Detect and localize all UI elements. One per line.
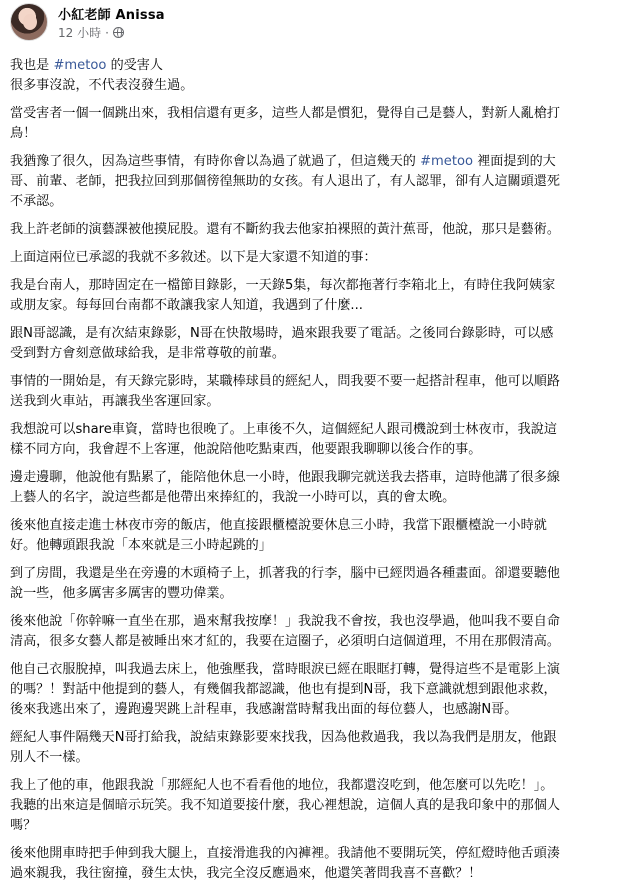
text-line — [10, 776, 624, 796]
text-segment: 他自己衣服脫掉，叫我過去床上，他強壓我，當時眼淚已經在眼眶打轉，覺得這些不是電影上演 — [10, 662, 560, 677]
text-line — [10, 632, 624, 652]
text-line — [10, 104, 624, 124]
post-paragraph — [10, 248, 624, 268]
post-paragraph — [10, 844, 624, 884]
text-segment: 清高，很多女藝人都是被睡出來才紅的，我要在這圈子，必須明白這個道理，不用在那假清高。 — [10, 634, 560, 649]
text-line — [10, 660, 624, 680]
hashtag-link[interactable]: #metoo — [420, 154, 474, 169]
text-line — [10, 324, 624, 344]
text-segment: 很多事沒說，不代表沒發生過。 — [10, 78, 194, 93]
text-line — [10, 612, 624, 632]
text-line — [10, 220, 624, 240]
post-paragraph — [10, 660, 624, 720]
text-line — [10, 680, 624, 700]
text-line — [10, 584, 624, 604]
post-paragraph — [10, 324, 624, 364]
text-segment: 上藝人的名字，說這些都是他帶出來捧紅的，我說一小時可以，真的會太晚。 — [10, 490, 456, 505]
post-paragraph — [10, 152, 624, 212]
text-segment: 跟N哥認識，是有次結束錄影，N哥在快散場時，過來跟我要了電話。之後同台錄影時，可以感 — [10, 326, 554, 341]
text-line — [10, 344, 624, 364]
meta-separator: · — [105, 25, 109, 40]
post-paragraph — [10, 776, 624, 836]
author-name[interactable]: 小紅老師 Anissa — [58, 8, 165, 23]
text-segment: 我也是 — [10, 58, 54, 73]
text-segment: 過來親我，我往窗撞，發生太快，我完全沒反應過來，他還笑著問我喜不喜歡？！ — [10, 866, 482, 881]
text-line — [10, 440, 624, 460]
text-segment: 我上許老師的演藝課被他摸屁股。還有不斷約我去他家拍裸照的黃汁蕉哥，他說，那只是藝術。 — [10, 222, 560, 237]
text-segment: 後來他開車時把手伸到我大腿上，直接滑進我的內褲裡。我請他不要開玩笑，停紅燈時他舌頭湊 — [10, 846, 560, 861]
text-segment: 好。他轉頭跟我說「本來就是三小時起跳的」 — [10, 538, 272, 553]
text-line — [10, 564, 624, 584]
text-segment: 嗎？ — [10, 818, 37, 833]
text-line — [10, 516, 624, 536]
text-segment: 到了房間，我還是坐在旁邊的木頭椅子上，抓著我的行李，腦中已經閃過各種畫面。卻還要聽他 — [10, 566, 560, 581]
text-line — [10, 488, 624, 508]
text-segment: 事情的一開始是，有天錄完影時，某職棒球員的經紀人，問我要不要一起搭計程車，他可以順路 — [10, 374, 560, 389]
text-segment: 當受害者一個一個跳出來，我相信還有更多，這些人都是慣犯，覺得自己是藝人，對新人亂槍打 — [10, 106, 560, 121]
text-segment: 哥、前輩、老師，把我拉回到那個徬徨無助的女孩。有人退出了，有人認罪，卻有人這關頭還死 — [10, 174, 560, 189]
post-paragraph — [10, 104, 624, 144]
text-segment: 受到對方會刻意做球給我，是非常尊敬的前輩。 — [10, 346, 285, 361]
text-segment: 的受害人 — [106, 58, 163, 73]
avatar[interactable] — [10, 3, 48, 41]
post-body — [0, 56, 638, 884]
post-time[interactable]: 12 小時 — [58, 26, 102, 40]
post-paragraph — [10, 56, 624, 96]
text-line — [10, 748, 624, 768]
text-segment: 我上了他的車，他跟我說「那經紀人也不看看他的地位，我都還沒吃到，他怎麼可以先吃！」。 — [10, 778, 554, 793]
text-segment: 我聽的出來這是個暗示玩笑。我不知道要接什麼，我心裡想說，這個人真的是我印象中的那個人 — [10, 798, 560, 813]
text-line — [10, 816, 624, 836]
hashtag-link[interactable]: #metoo — [53, 58, 107, 73]
post-paragraph — [10, 516, 624, 556]
post-paragraph — [10, 728, 624, 768]
text-line — [10, 56, 624, 76]
text-line — [10, 372, 624, 392]
post-paragraph — [10, 612, 624, 652]
text-line — [10, 864, 624, 884]
text-line — [10, 392, 624, 412]
text-line — [10, 276, 624, 296]
text-line — [10, 296, 624, 316]
text-line — [10, 124, 624, 144]
text-segment: 別人不一樣。 — [10, 750, 89, 765]
text-line — [10, 420, 624, 440]
text-segment: 我猶豫了很久，因為這些事情，有時你會以為過了就過了，但這幾天的 — [10, 154, 421, 169]
text-line — [10, 536, 624, 556]
text-line — [10, 76, 624, 96]
text-segment: 經紀人事件隔幾天N哥打給我，說結束錄影要來找我，因為他救過我，我以為我們是朋友，他跟 — [10, 730, 557, 745]
text-segment: 樣不同方向，我會趕不上客運，他說陪他吃點東西，他要跟我聊聊以後合作的事。 — [10, 442, 482, 457]
post-paragraph — [10, 372, 624, 412]
text-segment: 不承認。 — [10, 194, 63, 209]
text-line — [10, 844, 624, 864]
post-header — [0, 0, 638, 58]
text-segment: 我是台南人，那時固定在一檔節目錄影，一天錄5集，每次都拖著行李箱北上，有時住我阿姨家 — [10, 278, 556, 293]
text-segment: 上面這兩位已承認的我就不多敘述。以下是大家還不知道的事： — [10, 250, 377, 265]
text-line — [10, 192, 624, 212]
text-segment: 我想說可以share車資，當時也很晚了。上車後不久，這個經紀人跟司機說到士林夜市，我說這 — [10, 422, 557, 437]
text-line — [10, 172, 624, 192]
text-line — [10, 152, 624, 172]
post-paragraph — [10, 564, 624, 604]
text-line — [10, 468, 624, 488]
post-paragraph — [10, 420, 624, 460]
post-paragraph — [10, 276, 624, 316]
text-segment: 後來他說「你幹嘛一直坐在那，過來幫我按摩！」我說我不會按，我也沒學過，他叫我不要自命 — [10, 614, 560, 629]
text-line — [10, 796, 624, 816]
post-paragraph — [10, 468, 624, 508]
text-line — [10, 700, 624, 720]
text-segment: 鳥！ — [10, 126, 37, 141]
text-segment: 的嗎？！對話中他提到的藝人，有幾個我都認識，他也有提到N哥，我下意識就想到跟他求救， — [10, 682, 557, 697]
text-segment: 說一些，他多厲害多厲害的豐功偉業。 — [10, 586, 233, 601]
text-segment: 邊走邊聊，他說他有點累了，能陪他休息一小時，他跟我聊完就送我去搭車，這時他講了很多線 — [10, 470, 560, 485]
text-segment: 裡面提到的大 — [473, 154, 556, 169]
text-segment: 後來我逃出來了，邊跑邊哭跳上計程車，我感謝當時幫我出面的每位藝人，也感謝N哥。 — [10, 702, 518, 717]
text-line — [10, 728, 624, 748]
globe-icon[interactable] — [113, 27, 124, 38]
text-segment: 或朋友家。每每回台南都不敢讓我家人知道，我遇到了什麼... — [10, 298, 363, 313]
post-meta — [58, 24, 124, 41]
text-segment: 送我到火車站，再讓我坐客運回家。 — [10, 394, 220, 409]
post-paragraph — [10, 220, 624, 240]
text-segment: 後來他直接走進士林夜市旁的飯店，他直接跟櫃檯說要休息三小時，我當下跟櫃檯說一小時就 — [10, 518, 547, 533]
text-line — [10, 248, 624, 268]
